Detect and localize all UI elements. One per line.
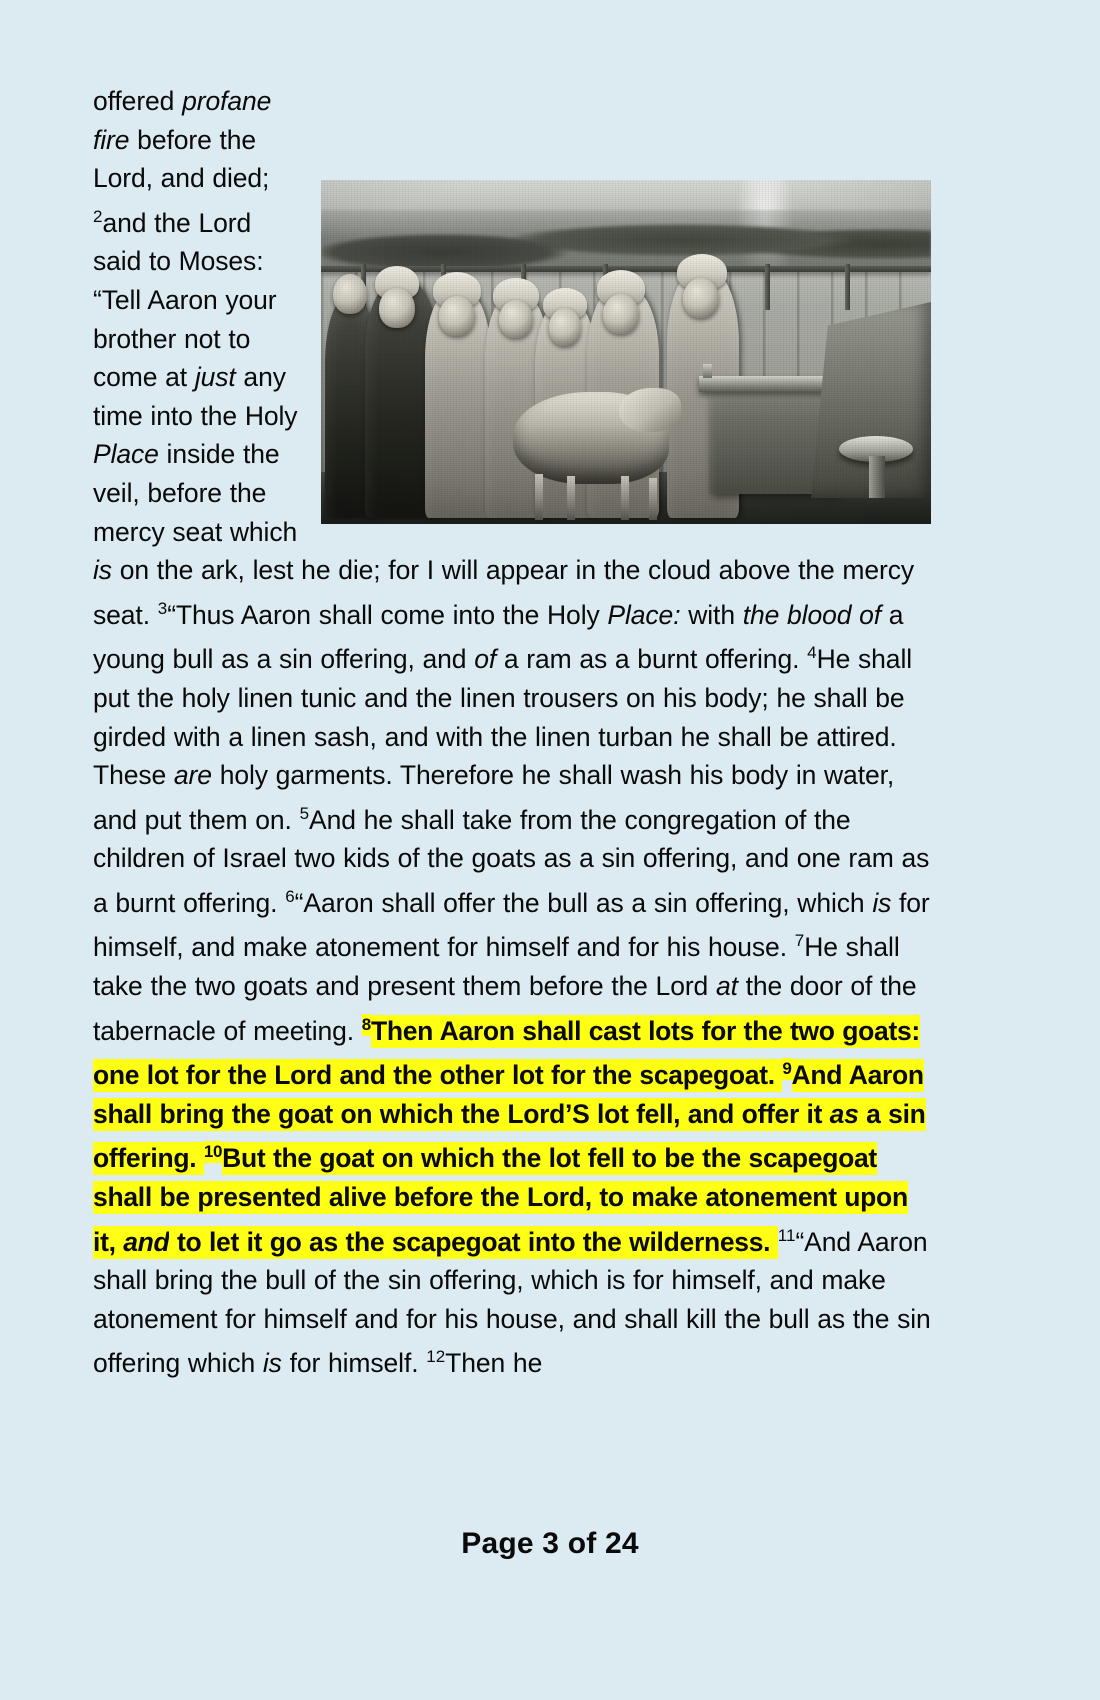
body-text: before the Lord, and died; <box>93 124 270 194</box>
body-text: Then he <box>445 1348 543 1379</box>
body-text: inside the veil, before the mercy seat which <box>93 439 298 547</box>
scapegoat-leg <box>567 476 575 520</box>
body-text: for himself. <box>281 1348 427 1379</box>
body-text: a ram as a burnt offering. <box>496 644 808 675</box>
emphasis-text: is <box>93 555 112 586</box>
congregation-head <box>379 288 415 328</box>
emphasis-text: is <box>262 1348 282 1379</box>
verse-number: 6 <box>285 886 295 906</box>
emphasis-text: Place <box>93 439 159 470</box>
body-text: He shall put the holy linen tunic and the linen trousers on his body; he shall be girded with a linen sash, and with the linen turban he shall be attired. These <box>93 644 913 791</box>
body-text: holy garments. Therefore he shall wash his body in water, and put them on. <box>93 760 895 835</box>
body-text: the door of the tabernacle of meeting. <box>93 971 917 1046</box>
verse-number: 11 <box>777 1225 796 1245</box>
body-text: “And Aaron shall bring the bull of the sin offering, which is for himself, and make atonement for himself and for his house, and shall kill the bull as the sin offering which <box>93 1226 931 1379</box>
emphasis-text: profane fire <box>93 86 272 155</box>
congregation-head <box>549 308 581 346</box>
verse-number: 5 <box>299 803 310 823</box>
body-text: “Aaron shall offer the bull as a sin offering, which <box>294 887 873 918</box>
body-text: any time into the Holy <box>93 362 298 431</box>
highlighted-text: But the goat on which the lot fell to be the scapegoat shall be presented alive before the Lord, to make atonement upon it, <box>93 1143 908 1257</box>
verse-number: 4 <box>807 643 817 663</box>
highlighted-text: And Aaron shall bring the goat on which the Lord’S lot fell, and offer it <box>93 1060 924 1129</box>
emphasis-text: Place: <box>607 599 681 630</box>
verse-number: 12 <box>426 1347 446 1367</box>
altar-horn <box>703 364 712 378</box>
page-footer <box>0 1527 1100 1561</box>
congregation-head <box>499 300 533 338</box>
body-text: And he shall take from the congregation of the children of Israel two kids of the goats as a sin offering, and one ram as a burnt offering. <box>93 804 930 918</box>
highlighted-text: Then Aaron shall cast lots for the two goats: one lot for the Lord and the other lot for the scapegoat. <box>93 1015 920 1091</box>
scripture-body-text <box>93 82 931 1383</box>
verse-number: 3 <box>157 598 168 618</box>
verse-number: 2 <box>93 206 103 226</box>
scapegoat-head <box>619 388 681 432</box>
verse-number: 7 <box>794 931 805 951</box>
scapegoat-leg <box>649 478 657 520</box>
emphasis-text: the blood of <box>742 599 882 630</box>
engraving-image <box>321 180 931 524</box>
congregation-head <box>333 274 367 314</box>
curtain-post <box>765 264 770 310</box>
scapegoat-leg <box>621 476 629 520</box>
emphasis-text: is <box>872 887 892 918</box>
highlighted-text: to let it go as the scapegoat into the wilderness. <box>169 1226 778 1257</box>
verse-number-highlighted: 8 <box>361 1014 371 1034</box>
body-text: on the ark, lest he die; for I will appear in the cloud above the mercy seat. <box>93 555 915 630</box>
curtain-post <box>845 264 850 310</box>
verse-number-highlighted: 9 <box>782 1059 792 1079</box>
emphasis-text: are <box>173 760 212 791</box>
verse-number-highlighted: 10 <box>203 1142 223 1162</box>
body-text: offered <box>93 86 183 116</box>
emphasis-text: of <box>474 644 497 675</box>
body-text: a young bull as a sin offering, and <box>93 599 904 675</box>
congregation-head <box>603 294 639 334</box>
high-priest-head <box>683 278 719 318</box>
scapegoat-leg <box>535 474 543 520</box>
emphasis-text: at <box>715 971 738 1002</box>
body-text: “Thus Aaron shall come into the Holy <box>167 599 608 630</box>
page-number-label: Page 3 of 24 <box>461 1527 639 1560</box>
body-text: He shall take the two goats and present them before the Lord <box>93 932 900 1002</box>
laver-stem <box>869 456 885 498</box>
body-text: for himself, and make atonement for himself and for his house. <box>93 887 930 963</box>
highlighted-text: a sin offering. <box>93 1098 926 1174</box>
emphasis-text: just <box>194 362 236 393</box>
tabernacle-engraving-figure <box>321 180 931 524</box>
highlighted-emphasis-text: as <box>829 1098 859 1129</box>
body-text: with <box>680 599 743 630</box>
highlighted-emphasis-text: and <box>123 1226 170 1257</box>
congregation-head <box>439 296 475 336</box>
body-text: and the Lord said to Moses: “Tell Aaron your brother not to come at <box>93 207 277 393</box>
